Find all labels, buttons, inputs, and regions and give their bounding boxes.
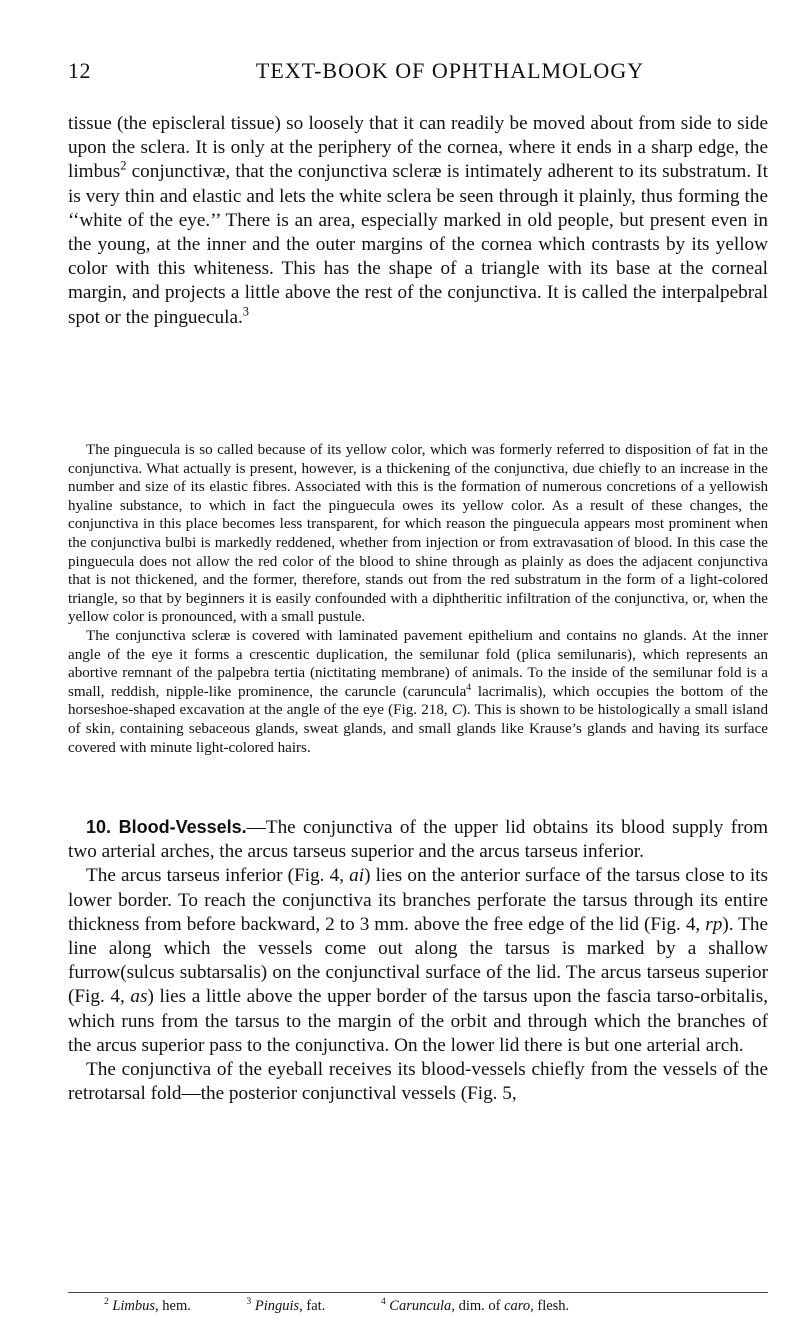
footnote: $^4$ Caruncula, dim. of caro, flesh. [380,1297,570,1314]
footnote-ref: 4 [466,681,472,693]
small-paragraph-conjunctiva: The conjunctiva scleræ is covered with laminated pavement epithelium and contains no glands. At the inner angle of the eye it forms a crescentic duplication, the semilunar fold (plica semilunaris), which represents an abortive remnant of the palpebra tertia (nictitating membrane) of animals. To the inside of the semilunar fold is a small, reddish, nipple-like prominence, the caruncle (caruncula$^4$ lacrimalis), which occupies the bottom of the horseshoe-shaped excavation at the angle of the eye (Fig. 218, C). This is shown to be histologically a small island of skin, containing sebaceous glands, sweat glands, and small glands like Krause’s glands and having its surface covered with minute light-colored hairs. [68,627,768,756]
page-number: 12 [68,58,91,83]
footnote-ref: 3 [242,304,250,319]
footnote-divider [68,1292,768,1293]
small-print-block [68,441,768,757]
section-paragraph: 10. Blood-Vessels.—The conjunctiva of the upper lid obtains its blood supply from two arterial arches, the arcus tarseus superior and the arcus tarseus inferior. [68,817,768,863]
page-header [0,58,800,88]
running-head: TEXT-BOOK OF OPHTHALMOLOGY [255,58,645,83]
blood-vessels-section [68,815,768,1106]
footnotes [104,1298,764,1315]
footnote: $^3$ Pinguis, fat. [246,1297,326,1314]
footnote: $^2$ Limbus, hem. [104,1297,191,1314]
section-heading: 10. Blood-Vessels. [86,817,247,837]
body-paragraph-arcus: The arcus tarseus inferior (Fig. 4, ai) lies on the anterior surface of the tarsus close to its lower border. To reach the conjunctiva its branches perforate the tarsus through its entire thickness from before backward, 2 to 3 mm. above the free edge of the lid (Fig. 4, rp). The line along which the vessels come out along the tarsus is marked by a shallow furrow(sulcus subtarsalis) on the conjunctival surface of the lid. The arcus tarseus superior (Fig. 4, as) lies a little above the upper border of the tarsus upon the fascia tarso-orbitalis, which runs from the tarsus to the margin of the orbit and through which the branches of the arcus superior pass to the conjunctiva. On the lower lid there is but one arterial arch. [68,865,768,1056]
body-paragraph: tissue (the episcleral tissue) so loosely that it can readily be moved about from side to side upon the sclera. It is only at the periphery of the cornea, where it ends in a sharp edge, the limbus$^2$ conjunctivæ, that the conjunctiva scleræ is intimately adherent to its substratum. It is very thin and elastic and lets the white sclera be seen through it plainly, thus forming the ‘‘white of the eye.’’ There is an area, especially marked in old people, but present even in the young, at the inner and the outer margins of the cornea which contrasts by its yellow color with this whiteness. This has the shape of a triangle with its base at the corneal margin, and projects a little above the rest of the conjunctiva. It is called the interpalpebral spot or the pinguecula.$^3$ [68,113,768,328]
small-paragraph-pinguecula: The pinguecula is so called because of its yellow color, which was formerly referred to disposition of fat in the conjunctiva. What actually is present, however, is a thickening of the conjunctiva, due chiefly to an increase in the number and size of its elastic fibres. Associated with this is the formation of numerous concretions of a yellowish hyaline substance, to which in fact the pinguecula owes its yellow color. As a result of these changes, the conjunctiva in this place becomes less transparent, for which reason the pinguecula appears most prominent when the conjunctiva bulbi is markedly reddened, whether from injection or from extravasation of blood. In this case the pinguecula does not allow the red color of the blood to shine through as plainly as does the adjacent conjunctiva that is not thickened, and the former, therefore, stands out from the red substratum in the form of a light-colored triangle, so that by beginners it is easily confounded with a diphtheritic infiltration of the conjunctiva, or, when the yellow color is pronounced, with a small pustule. [68,442,768,626]
paragraph-limbus [68,112,768,330]
body-paragraph-eyeball: The conjunctiva of the eyeball receives its blood-vessels chiefly from the vessels of the retrotarsal fold—the posterior conjunctival vessels (Fig. 5, [68,1059,768,1105]
footnote-ref: 2 [120,159,127,174]
